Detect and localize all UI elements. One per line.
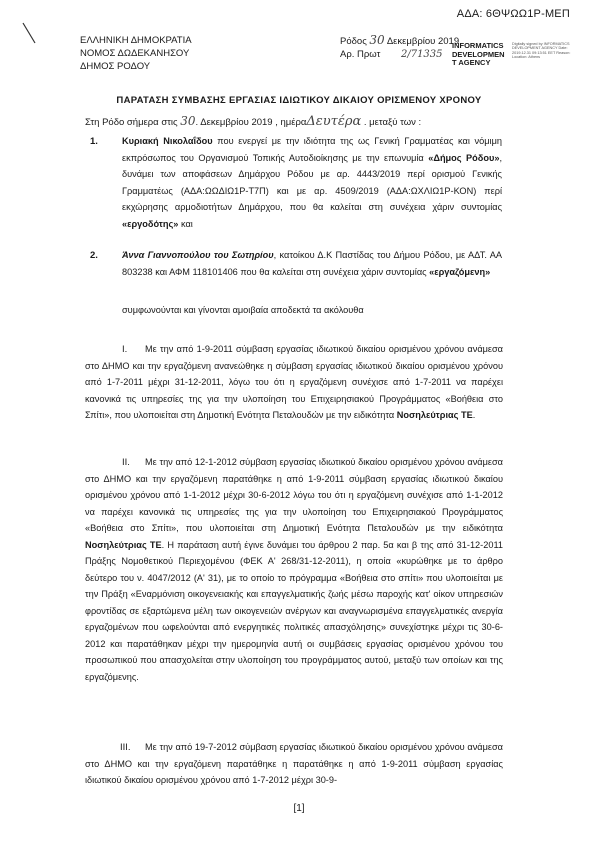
party-text: που ενεργεί με την ιδιότητα της ως Γενική Γραμματέας και νόμιμη εκπρόσωπος του Οργανισμού Τοπικής Αυτοδιοίκησης με την επωνυμία (122, 136, 502, 163)
section-text: . Η παράταση αυτή έγινε δυνάμει του άρθρου 2 παρ. 5α και β της από 31-12-2011 Πράξης Νομοθετικού Περιεχομένου (ΦΕΚ Α' 268/31-12-2011), η οποία «κυρώθηκε με το άρθρο δεύτερο του ν. 4047/2012 (Α' 31), με το οποίο το πρόγραμμα «Βοήθεια στο σπίτι» που υλοποιείται με την Πράξη «Εναρμόνιση οικογενειακής και επαγγελματικής ζωής μέσω παροχής κατ' οίκον υπηρεσιών φροντίδας σε εξαρτώμενα μέλη των οικογενειών ανέργων και αναγνωρισμένα επαγγελματικές ανεργία εργαζομένων που ωφελούνται από ενεργητικές πολιτικές απασχόλησης» συνεχίστηκε μέχρι τις 30-6-2012 και παρατάθηκαν μέχρι την ημερομηνία αυτή οι συμβάσεις εργασίας ορισμένου χρόνου του προσωπικού που απασχολείται στην υλοποίηση του προγράμματος αυτού, μεταξύ των οποίων και της εργαζόμενης. (85, 539, 503, 682)
specialty: Νοσηλεύτριας ΤΕ (396, 410, 473, 420)
role-label: «εργαζόμενη» (429, 266, 491, 277)
party-1-paragraph (122, 133, 502, 232)
party-name: Άννα Γιαννοπούλου του Σωτηρίου (122, 250, 274, 260)
intro-text: . Δεκεμβρίου 2019 , ημέρα (195, 117, 307, 128)
party-text: , δυνάμει των αποφάσεων Δημάρχου Ρόδου με αρ. 4443/2019 περί ορισμού Γενικής Γραμματέως (ΑΔΑ:ΩΩΔΙΩ1Ρ-Τ7Π) και με αρ. 4509/2019 (ΑΔΑ:ΩΧΛΙΩ1Ρ-ΚΟΝ) περί εκχώρησης αρμοδιοτήτων Δημάρχου, που θα καλείται στη συνέχεια χάριν συντομίας (122, 152, 503, 212)
agency-line: DEVELOPMEN (452, 49, 505, 59)
document-title: ΠΑΡΑΤΑΣΗ ΣΥΜΒΑΣΗΣ ΕΡΓΑΣΙΑΣ ΙΔΙΩΤΙΚΟΥ ΔΙΚΑΙΟΥ ΟΡΙΣΜΕΝΟΥ ΧΡΟΝΟΥ (116, 95, 482, 106)
issuer-header (80, 34, 192, 73)
handwritten-day: 30 (369, 33, 385, 47)
header-line: ΝΟΜΟΣ ΔΩΔΕΚΑΝΗΣΟΥ (80, 48, 190, 59)
date-rest: Δεκεμβρίου 2019 (386, 36, 460, 47)
header-line: ΔΗΜΟΣ ΡΟΔΟΥ (80, 61, 151, 72)
section-text: Με την από 19-7-2012 σύμβαση εργασίας ιδιωτικού δικαίου ορισμένου χρόνου ανάμεσα στο ΔΗΜΟ και την εργαζόμενη παρατάθηκε η παρατάθηκε η από 1-9-2011 σύμβαση εργασίας ιδιωτικού δικαίου ορισμένου χρόνου από 1-7-2012 μέχρι 30-9- (85, 742, 503, 785)
handwritten-day: 30 (180, 114, 196, 128)
section-3-paragraph (85, 739, 503, 789)
party-number: 1. (90, 136, 98, 147)
section-text: . (472, 410, 476, 420)
intro-line (85, 114, 421, 129)
party-text: , κατοίκου Δ.Κ Παστίδας του Δήμου Ρόδου, με ΑΔΤ. ΑΑ 803238 και ΑΦΜ 118101406 που θα καλείται στη συνέχεια χάριν συντομίας (122, 250, 502, 277)
intro-text: Στη Ρόδο σήμερα στις (85, 117, 178, 128)
party-text: και (178, 218, 193, 229)
intro-text: . μεταξύ των : (363, 117, 422, 128)
place: Ρόδος (340, 36, 367, 47)
protocol-line (340, 48, 459, 61)
digital-signature-stamp: Digitally signed by INFORMATICS DEVELOPMENT AGENCY Date: 2019.12.31 09:13:51 EET Reason: Location: Athens (512, 42, 571, 60)
role-label: «εργοδότης» (122, 218, 179, 229)
organization-name: «Δήμος Ρόδου» (428, 152, 500, 163)
protocol-label: Αρ. Πρωτ (340, 49, 381, 60)
section-text: Με την από 1-9-2011 σύμβαση εργασίας ιδιωτικού δικαίου ορισμένου χρόνου ανάμεσα στο ΔΗΜΟ και την εργαζόμενη ανανεώθηκε η σύμβαση εργασίας ιδιωτικού δικαίου ορισμένου χρόνου από 1-7-2011 μέχρι 31-12-2011, λόγω του ότι η εργαζόμενη συνέχισε από 1-7-2011 να παρέχει κανονικά τις υπηρεσίες της για την υλοποίηση του Επιχειρησιακού Προγράμματος «Βοήθεια στο Σπίτι», που υλοποιείται στη Δημοτική Ενότητα Πεταλουδών με την ειδικότητα (85, 344, 503, 420)
party-number: 2. (90, 250, 98, 261)
party-2-paragraph (122, 247, 502, 280)
section-numeral: II. (122, 457, 130, 468)
section-2-paragraph (85, 454, 503, 685)
handwritten-weekday: Δευτέρα (306, 114, 362, 129)
party-name: Κυριακή Νικολαΐδου (122, 136, 213, 146)
date-protocol (340, 34, 459, 61)
section-1-paragraph (85, 341, 503, 424)
header-line: ΕΛΛΗΝΙΚΗ ΔΗΜΟΚΡΑΤΙΑ (80, 35, 192, 46)
signature-agency (452, 42, 505, 68)
agreement-line: συμφωνούνται και γίνονται αμοιβαία αποδεκτά τα ακόλουθα (122, 305, 364, 315)
section-text: Με την από 12-1-2012 σύμβαση εργασίας ιδιωτικού δικαίου ορισμένου χρόνου ανάμεσα στο ΔΗΜΟ και την εργαζόμενη παρατάθηκε η από 1-9-2011 σύμβαση εργασίας ιδιωτικού δικαίου ορισμένου χρόνου από 1-1-2012 μέχρι 30-6-2012 λόγω του ότι η εργαζόμενη συνέχισε από 1-1-2012 να παρέχει κανονικά τις υπηρεσίες της για την υλοποίηση του Επιχειρησιακού Προγράμματος «Βοήθεια στο Σπίτι», που υλοποιείται στη Δημοτική Ενότητα Πεταλουδών με την ειδικότητα (85, 457, 503, 533)
agency-line: T AGENCY (452, 58, 491, 67)
page-number: [1] (293, 803, 305, 814)
section-numeral: III. (120, 742, 131, 753)
section-numeral: I. (122, 344, 128, 355)
date-line (340, 34, 459, 48)
handwritten-protocol: 2/71335 (400, 49, 443, 60)
pen-mark (22, 22, 36, 44)
ada-code: ΑΔΑ: 6ΘΨΩΩ1Ρ-ΜΕΠ (456, 8, 570, 20)
specialty: Νοσηλεύτριας ΤΕ (85, 539, 162, 550)
agency-line: INFORMATICS (452, 41, 504, 50)
